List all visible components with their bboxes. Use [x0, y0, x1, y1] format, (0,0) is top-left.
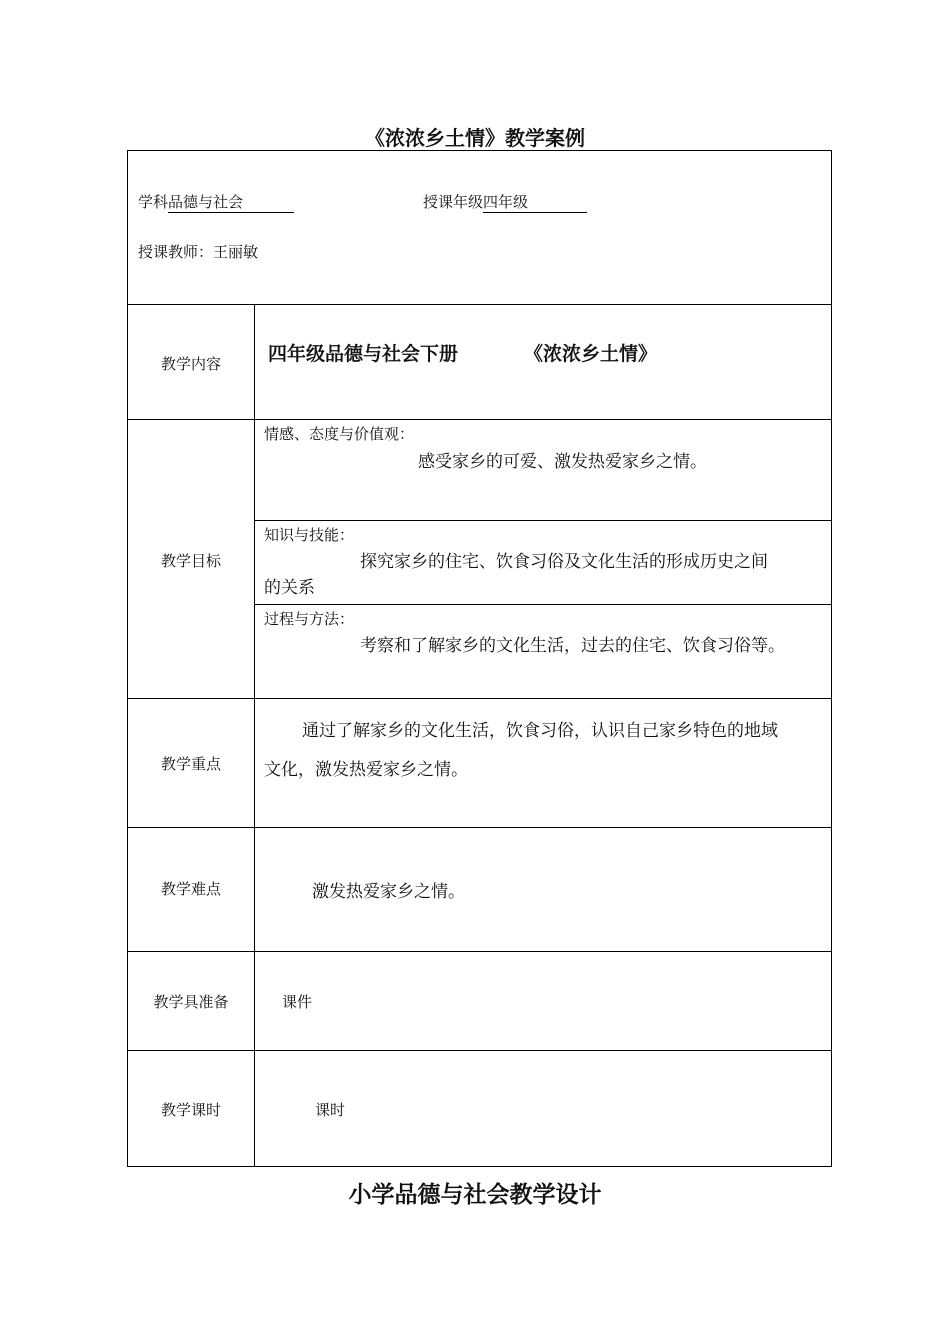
row-label-materials: 教学具准备 — [153, 993, 229, 1011]
row-label-hours: 教学课时 — [160, 1101, 221, 1119]
row-divider — [128, 951, 831, 952]
row-divider — [128, 698, 831, 699]
grade-label: 授课年级 — [423, 193, 484, 211]
teacher-field — [138, 241, 258, 262]
hours-text: 课时 — [315, 1101, 346, 1119]
emotion-heading: 情感、态度与价值观： — [264, 425, 415, 443]
footer-title: 小学品德与社会教学设计 — [348, 1181, 602, 1208]
row-divider — [128, 419, 831, 420]
teacher-value: 王丽敏 — [213, 243, 259, 261]
row-label-key-points: 教学重点 — [160, 755, 221, 773]
row-label-content: 教学内容 — [160, 355, 221, 373]
process-heading: 过程与方法： — [264, 610, 355, 628]
content-text-right: 《浓浓乡土情》 — [524, 343, 658, 365]
knowledge-heading: 知识与技能： — [264, 526, 355, 544]
emotion-text: 感受家乡的可爱、激发热爱家乡之情。 — [418, 452, 707, 472]
column-divider — [254, 304, 255, 1166]
subject-label: 学科 — [138, 193, 169, 211]
row-label-difficulties: 教学难点 — [160, 880, 221, 898]
row-divider — [128, 1050, 831, 1051]
materials-text: 课件 — [282, 993, 313, 1011]
grade-field — [423, 191, 587, 213]
subject-field — [138, 191, 294, 213]
lesson-plan-table — [127, 150, 832, 1167]
difficulties-text: 激发热爱家乡之情。 — [312, 882, 465, 902]
teacher-label: 授课教师： — [138, 243, 214, 261]
key-points-text-line2: 文化，激发热爱家乡之情。 — [264, 760, 468, 780]
sub-row-divider — [254, 520, 831, 521]
sub-row-divider — [254, 604, 831, 605]
process-text: 考察和了解家乡的文化生活，过去的住宅、饮食习俗等。 — [360, 636, 785, 656]
knowledge-text-line2: 的关系 — [264, 578, 315, 598]
knowledge-text-line1: 探究家乡的住宅、饮食习俗及文化生活的形成历史之间 — [360, 552, 768, 572]
content-text-left: 四年级品德与社会下册 — [268, 343, 459, 365]
document-title: 《浓浓乡土情》教学案例 — [365, 126, 585, 150]
grade-value: 四年级 — [483, 191, 587, 213]
row-divider — [128, 827, 831, 828]
row-divider — [128, 304, 831, 305]
subject-value: 品德与社会 — [168, 191, 294, 213]
key-points-text-line1: 通过了解家乡的文化生活，饮食习俗，认识自己家乡特色的地域 — [302, 721, 778, 741]
row-label-objectives: 教学目标 — [160, 552, 221, 570]
